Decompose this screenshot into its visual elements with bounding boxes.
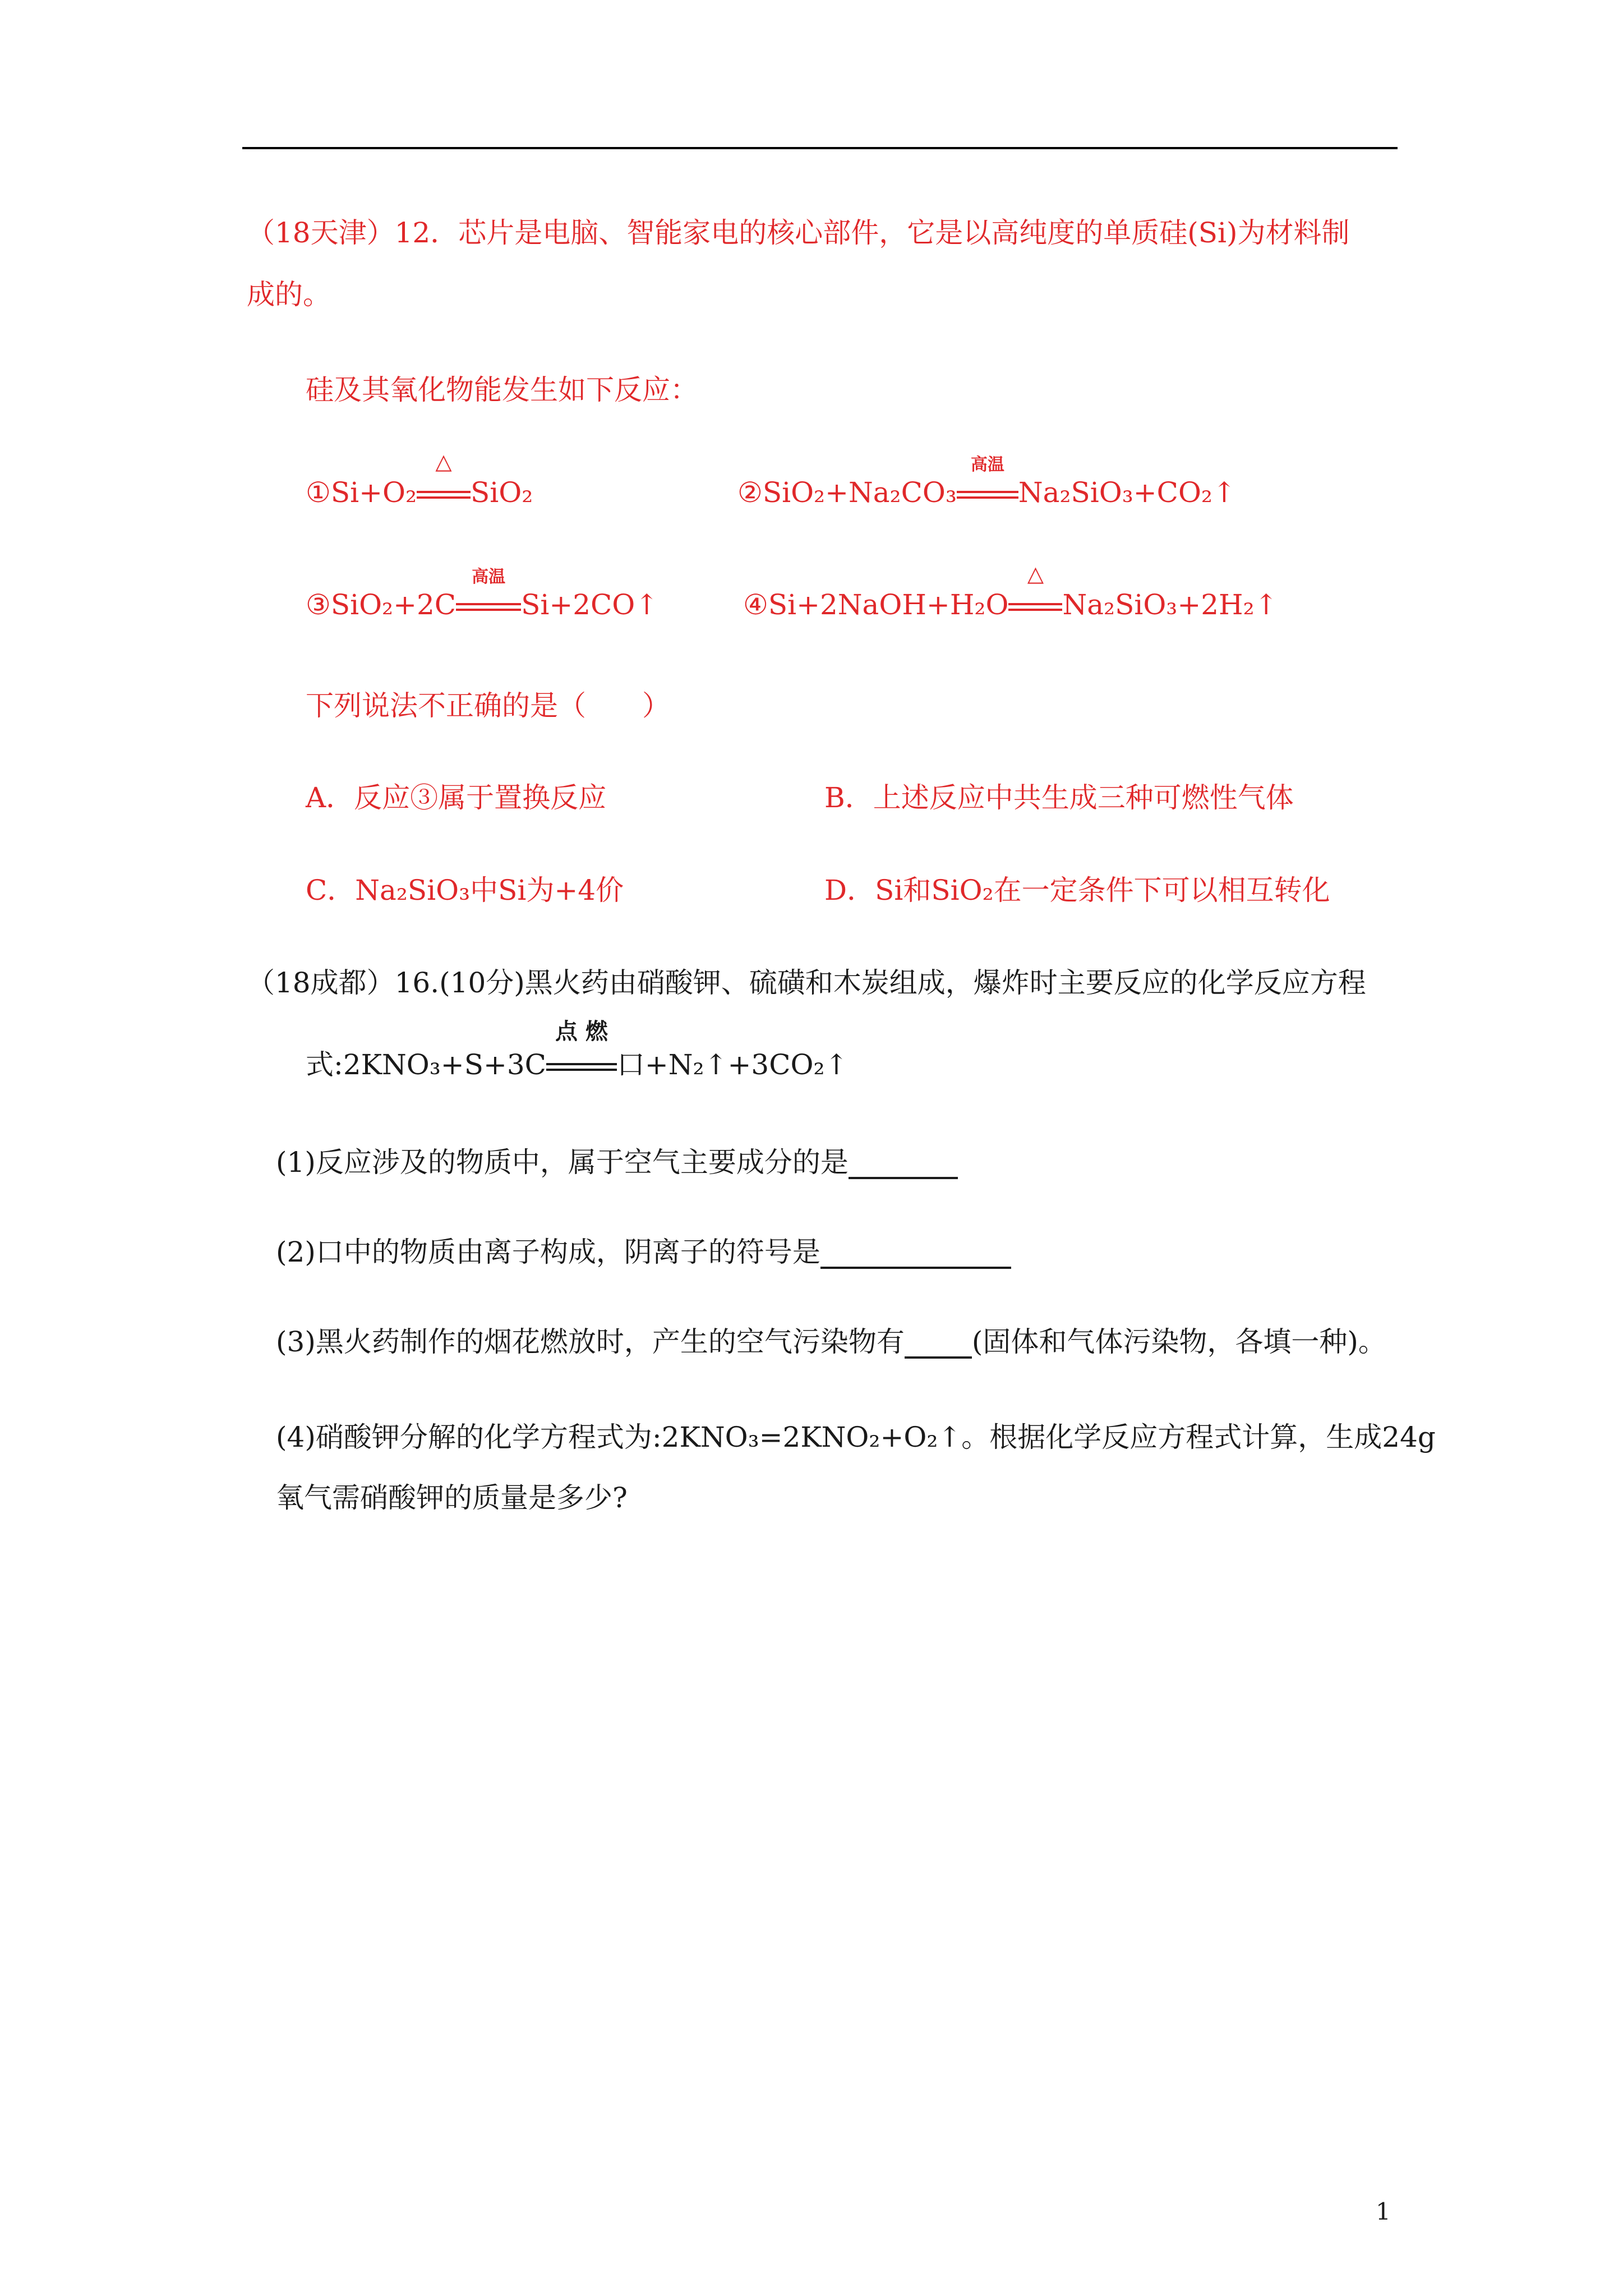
reaction-1-left: ①Si+O₂ — [306, 476, 417, 509]
q16-part1-blank[interactable] — [849, 1148, 958, 1179]
q16-part4-line1: (4)硝酸钾分解的化学方程式为:2KNO₃=2KNO₂+O₂↑。根据化学反应方程式计算，生成24g — [276, 1421, 1436, 1453]
reaction-2-arrow — [957, 455, 1018, 509]
reaction-3-condition: 高温 — [472, 567, 506, 587]
reaction-3-arrow — [456, 567, 521, 622]
reaction-1 — [306, 449, 533, 509]
q16-part3-text-a: (3)黑火药制作的烟花燃放时，产生的空气污染物有 — [276, 1326, 905, 1358]
reaction-4-right: Na₂SiO₃+2H₂↑ — [1062, 588, 1278, 621]
reaction-4-condition: △ — [1027, 562, 1044, 586]
q12-stem-line1: （18天津）12．芯片是电脑、智能家电的核心部件，它是以高纯度的单质硅(Si)为材料制 — [247, 217, 1350, 249]
q16-part3 — [276, 1325, 1386, 1359]
reaction-1-condition: △ — [435, 449, 452, 474]
option-d: D．Si和SiO₂在一定条件下可以相互转化 — [824, 874, 1330, 907]
reaction-4-arrow — [1008, 562, 1062, 622]
q12-stem-line2: 成的。 — [247, 278, 331, 311]
option-a: A．反应③属于置换反应 — [306, 781, 607, 814]
q12-intro: 硅及其氧化物能发生如下反应： — [306, 374, 698, 406]
q16-part2-blank[interactable] — [820, 1237, 1011, 1269]
reaction-2-right: Na₂SiO₃+CO₂↑ — [1018, 476, 1236, 509]
reaction-2-condition: 高温 — [970, 455, 1004, 475]
reaction-4-left: ④Si+2NaOH+H₂O — [743, 588, 1009, 621]
reaction-3 — [306, 567, 659, 622]
q16-part2-text: (2)口中的物质由离子构成，阴离子的符号是 — [276, 1236, 820, 1268]
q16-part3-blank[interactable] — [905, 1327, 972, 1359]
q16-equation — [306, 1018, 849, 1082]
option-b: B．上述反应中共生成三种可燃性气体 — [824, 781, 1294, 814]
q12-question: 下列说法不正确的是（ ） — [306, 689, 670, 722]
q16-stem-line1: （18成都）16.(10分)黑火药由硝酸钾、硫磺和木炭组成，爆炸时主要反应的化学反应方程 — [247, 967, 1366, 999]
q16-equation-left: 式:2KNO₃+S+3C — [306, 1048, 546, 1081]
q16-equation-condition: 点 燃 — [555, 1018, 608, 1045]
q16-part4-line2: 氧气需硝酸钾的质量是多少? — [276, 1481, 628, 1514]
q16-part2 — [276, 1235, 1011, 1269]
page-number: 1 — [1376, 2198, 1391, 2225]
header-rule — [242, 147, 1398, 149]
reaction-2 — [737, 455, 1236, 509]
reaction-4 — [743, 562, 1278, 622]
reaction-3-right: Si+2CO↑ — [521, 588, 659, 621]
reaction-2-left: ②SiO₂+Na₂CO₃ — [737, 476, 957, 509]
q16-part3-text-b: (固体和气体污染物，各填一种)。 — [971, 1326, 1386, 1358]
q16-equation-right: 口+N₂↑+3CO₂↑ — [616, 1048, 849, 1081]
reaction-1-arrow — [417, 449, 471, 509]
q16-part1 — [276, 1145, 958, 1179]
reaction-1-right: SiO₂ — [471, 476, 533, 509]
q16-equation-arrow — [546, 1018, 617, 1082]
reaction-3-left: ③SiO₂+2C — [306, 588, 457, 621]
option-c: C．Na₂SiO₃中Si为+4价 — [306, 874, 624, 907]
q16-part1-text: (1)反应涉及的物质中，属于空气主要成分的是 — [276, 1146, 849, 1179]
